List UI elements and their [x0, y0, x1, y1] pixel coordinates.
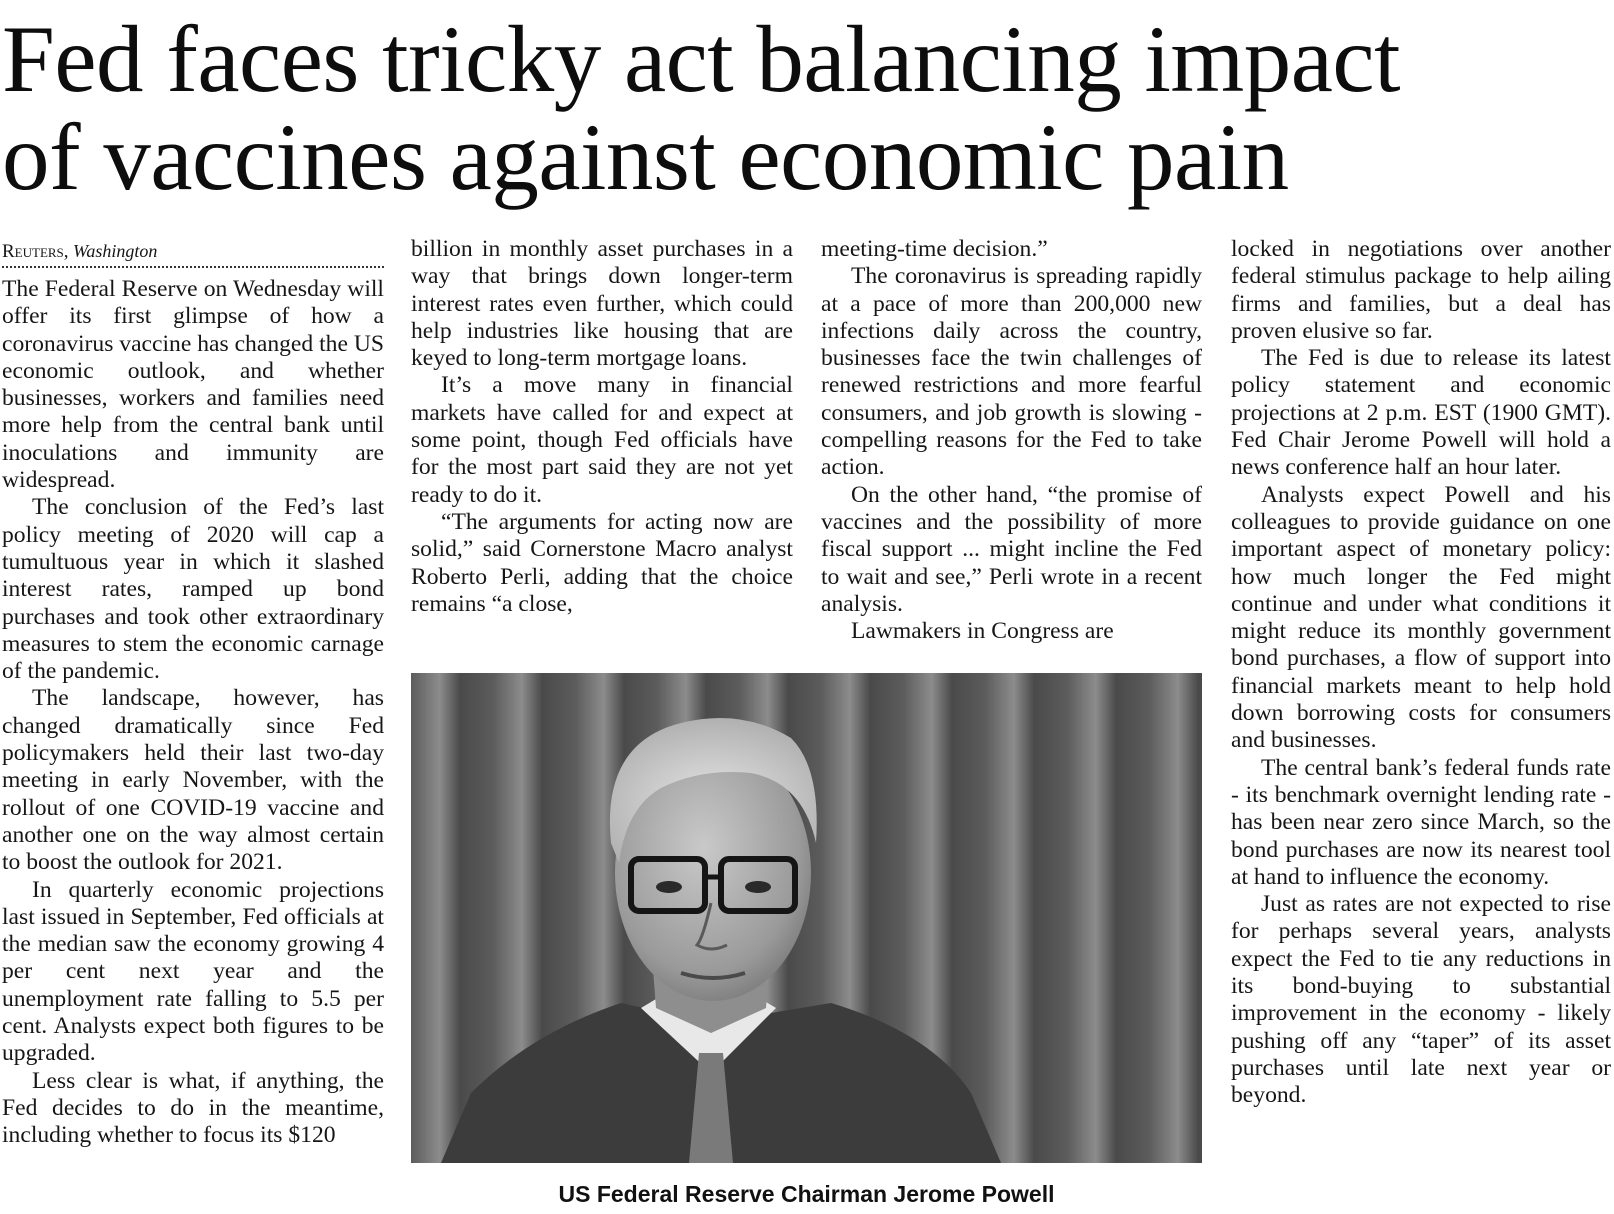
photo-caption: US Federal Reserve Chairman Jerome Powell	[558, 1181, 1055, 1207]
paragraph: The coronavirus is spreading rapidly at a pace of more than 200,000 new infections daily across the country, businesses face the twin challenges of renewed restrictions and more fearful consumers, and job growth is slowing - compelling reasons for the Fed to take action.	[821, 263, 1202, 481]
dateline-agency: Reuters,	[2, 241, 69, 262]
paragraph: Just as rates are not expected to rise for perhaps several years, analysts expect the Fed to tie any reductions in its bond-buying to substantial improvement in the economy - likely pushing off any “taper” of its asset purchases until late next year or beyond.	[1231, 891, 1611, 1109]
paragraph: billion in monthly asset purchases in a way that brings down longer-term interest rates even further, which could help industries like housing that are keyed to long-term mortgage loans.	[411, 236, 793, 372]
article-column-2	[411, 236, 793, 618]
photo-jerome-powell	[411, 673, 1202, 1163]
paragraph: The landscape, however, has changed dramatically since Fed policymakers held their last two-day meeting in early November, with the rollout of one COVID-19 vaccine and another one on the way almost certain to boost the outlook for 2021.	[2, 685, 384, 876]
article-column-1	[2, 236, 384, 1150]
dateline	[2, 236, 384, 268]
headline-line-1: Fed faces tricky act balancing impact	[2, 6, 1400, 112]
dateline-city: Washington	[73, 241, 158, 261]
headline	[2, 6, 1612, 210]
paragraph: “The arguments for acting now are solid,” said Cornerstone Macro analyst Roberto Perli, adding that the choice remains “a close,	[411, 508, 793, 617]
paragraph: The Federal Reserve on Wednesday will offer its first glimpse of how a coronavirus vaccine has changed the US economic outlook, and whether businesses, workers and families need more help from the central bank until inoculations and immunity are widespread.	[2, 276, 384, 494]
paragraph: locked in negotiations over another federal stimulus package to help ailing firms and families, but a deal has proven elusive so far.	[1231, 236, 1611, 344]
paragraph: In quarterly economic projections last issued in September, Fed officials at the median saw the economy growing 4 per cent next year and the unemployment rate falling to 5.5 per cent. Analysts expect both figures to be upgraded.	[2, 876, 384, 1067]
paragraph: meeting-time decision.”	[821, 236, 1048, 262]
paragraph: The central bank’s federal funds rate - its benchmark overnight lending rate - has been near zero since March, so the bond purchases are now its nearest tool at hand to influence the economy.	[1231, 754, 1611, 890]
article-column-4	[1231, 236, 1611, 1110]
paragraph: The conclusion of the Fed’s last policy meeting of 2020 will cap a tumultuous year in which it slashed interest rates, ramped up bond purchases and took other extraordinary measures to stem the economic carnage of the pandemic.	[2, 494, 384, 685]
paragraph: It’s a move many in financial markets have called for and expect at some point, though Fed officials have for the most part said they are not yet ready to do it.	[411, 372, 793, 508]
paragraph: On the other hand, “the promise of vaccines and the possibility of more fiscal support ... might incline the Fed to wait and see,” Perli wrote in a recent analysis.	[821, 481, 1202, 617]
paragraph: Analysts expect Powell and his colleagues to provide guidance on one important aspect of monetary policy: how much longer the Fed might continue and under what conditions it might reduce its monthly government bond purchases, a flow of support into financial markets meant to help hold down borrowing costs for consumers and businesses.	[1231, 481, 1611, 754]
paragraph: The Fed is due to release its latest policy statement and economic projections at 2 p.m. EST (1900 GMT). Fed Chair Jerome Powell will hold a news conference half an hour later.	[1231, 345, 1611, 481]
article-column-3	[821, 236, 1202, 645]
headline-line-2: of vaccines against economic pain	[2, 104, 1289, 210]
paragraph: Lawmakers in Congress are	[851, 618, 1114, 645]
paragraph: Less clear is what, if anything, the Fed decides to do in the meantime, including whether to focus its $120	[2, 1067, 384, 1149]
